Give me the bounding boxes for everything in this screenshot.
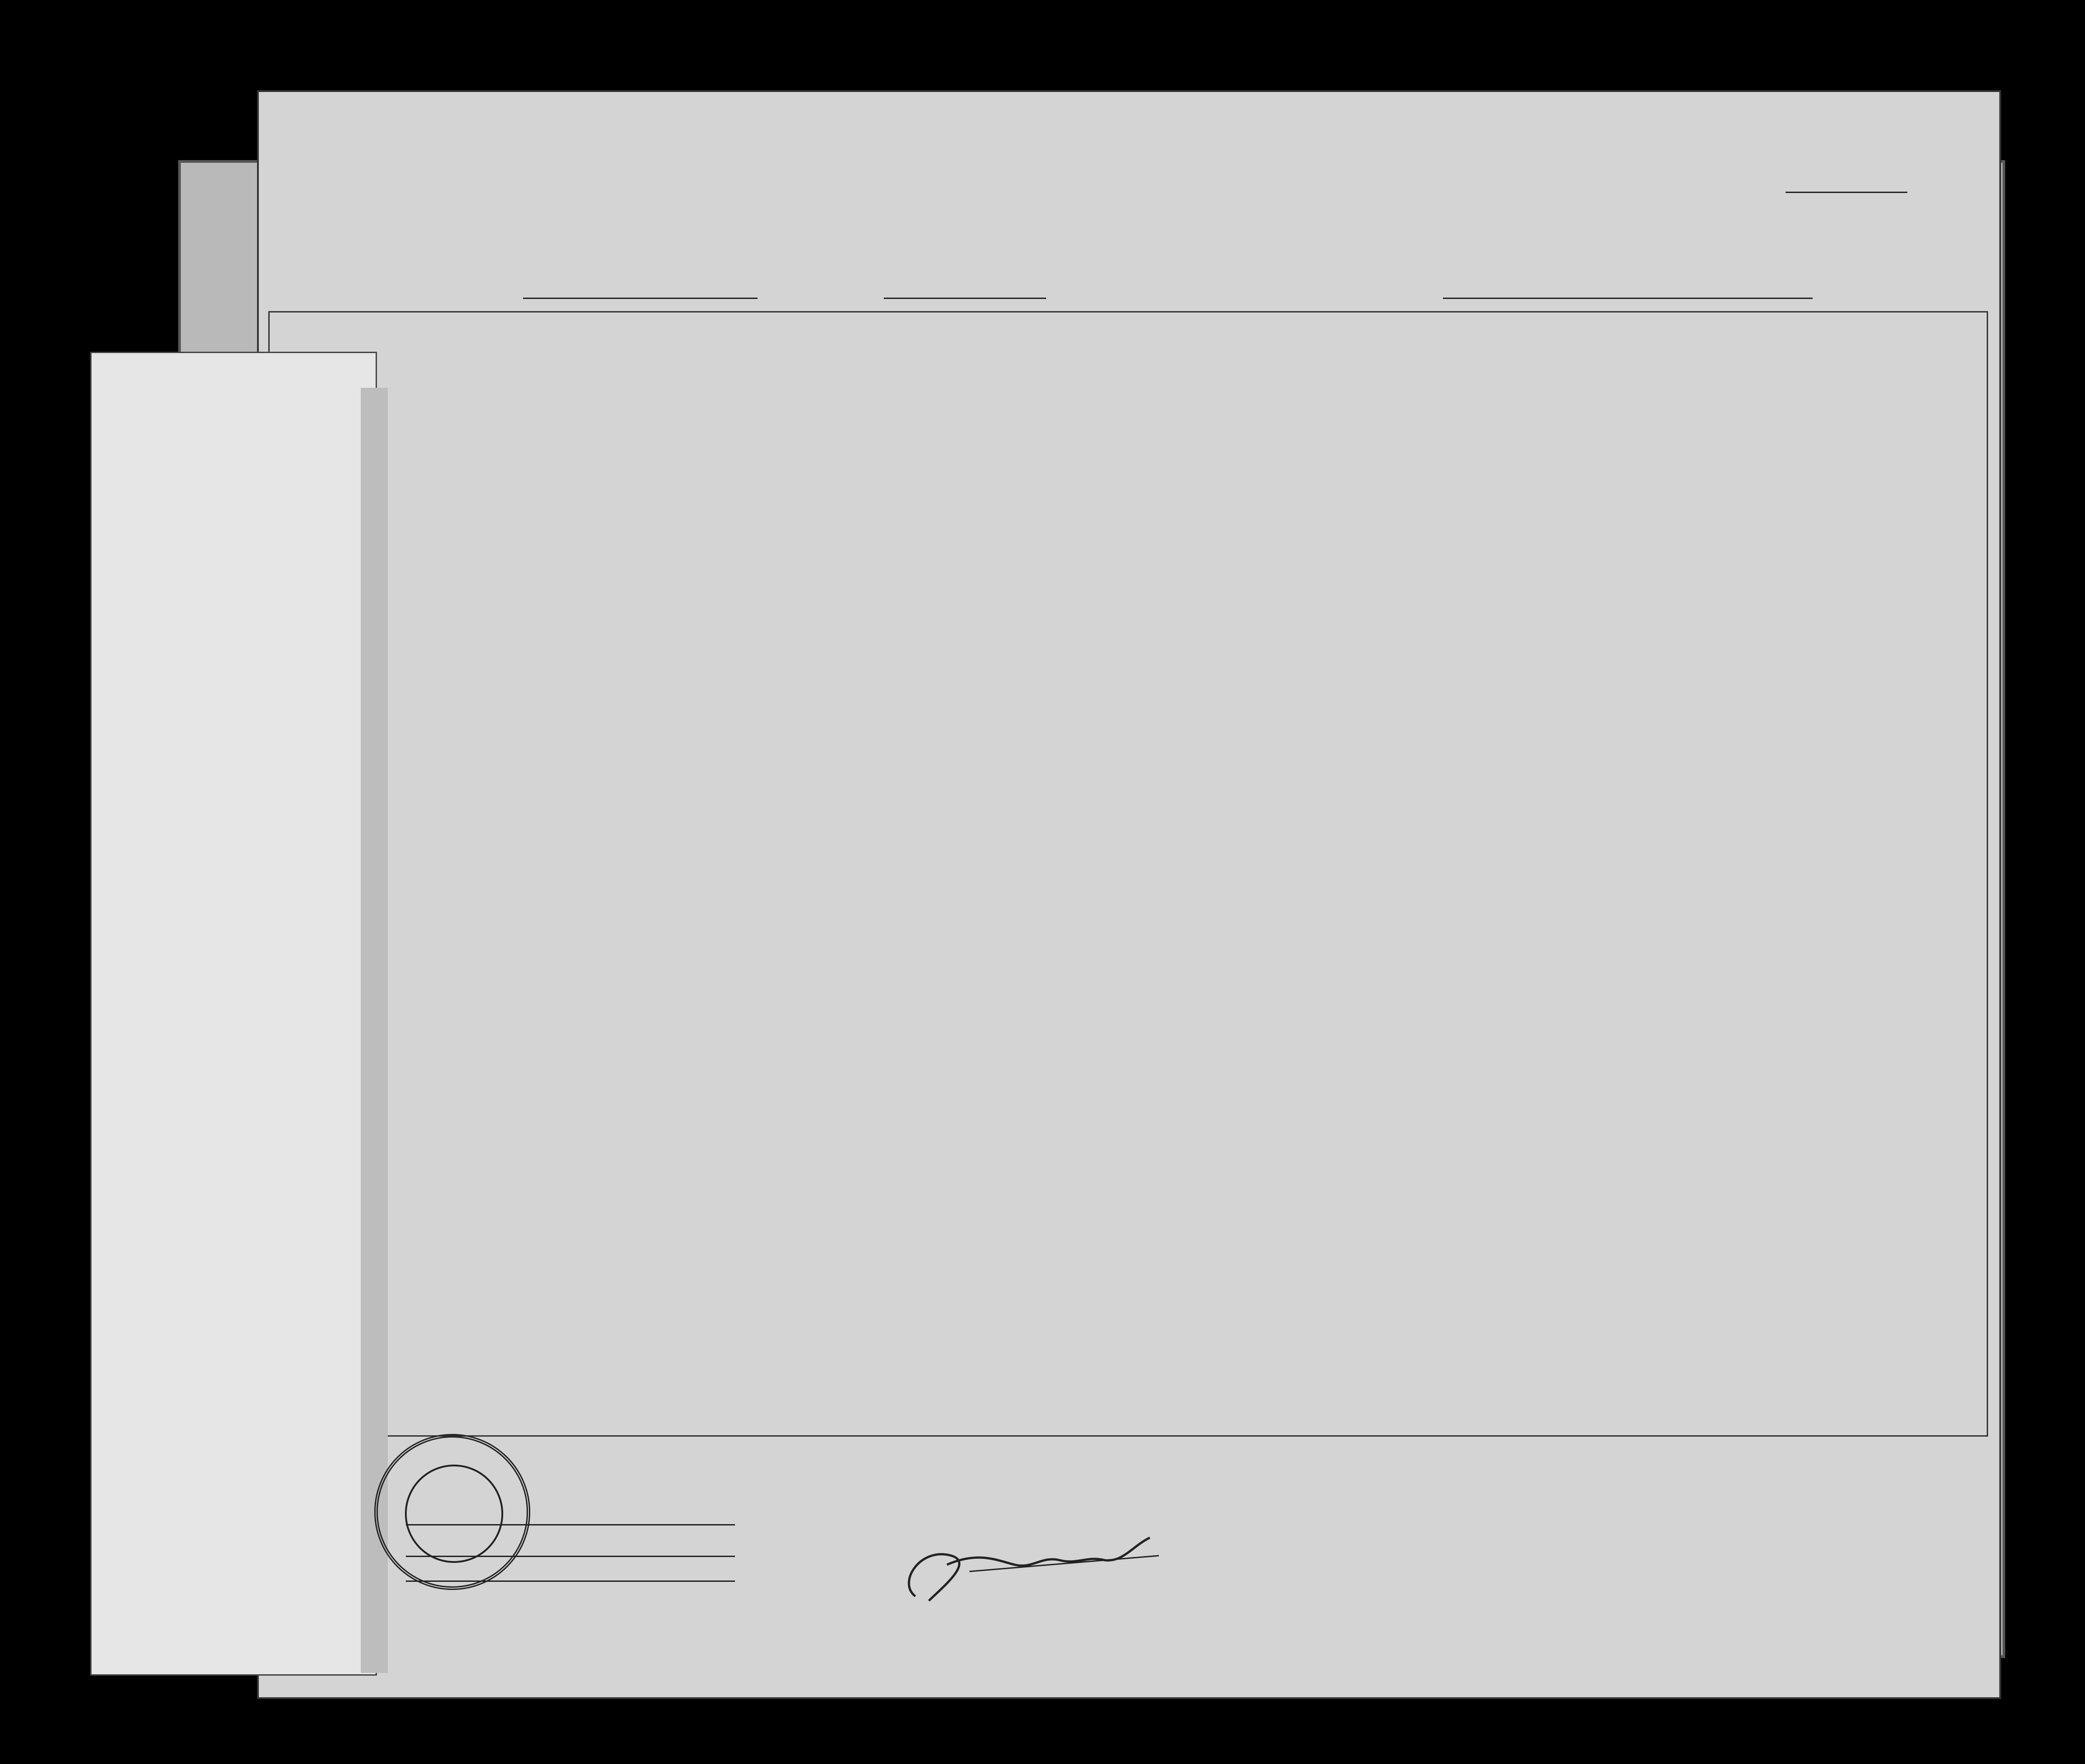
inspector-signature xyxy=(879,1529,1195,1610)
port-of-cristobal-seal xyxy=(374,1434,530,1590)
crew-table xyxy=(268,311,1988,1437)
discharged-seamen-stub xyxy=(90,352,377,1676)
sheet-no-field xyxy=(1786,192,1907,193)
